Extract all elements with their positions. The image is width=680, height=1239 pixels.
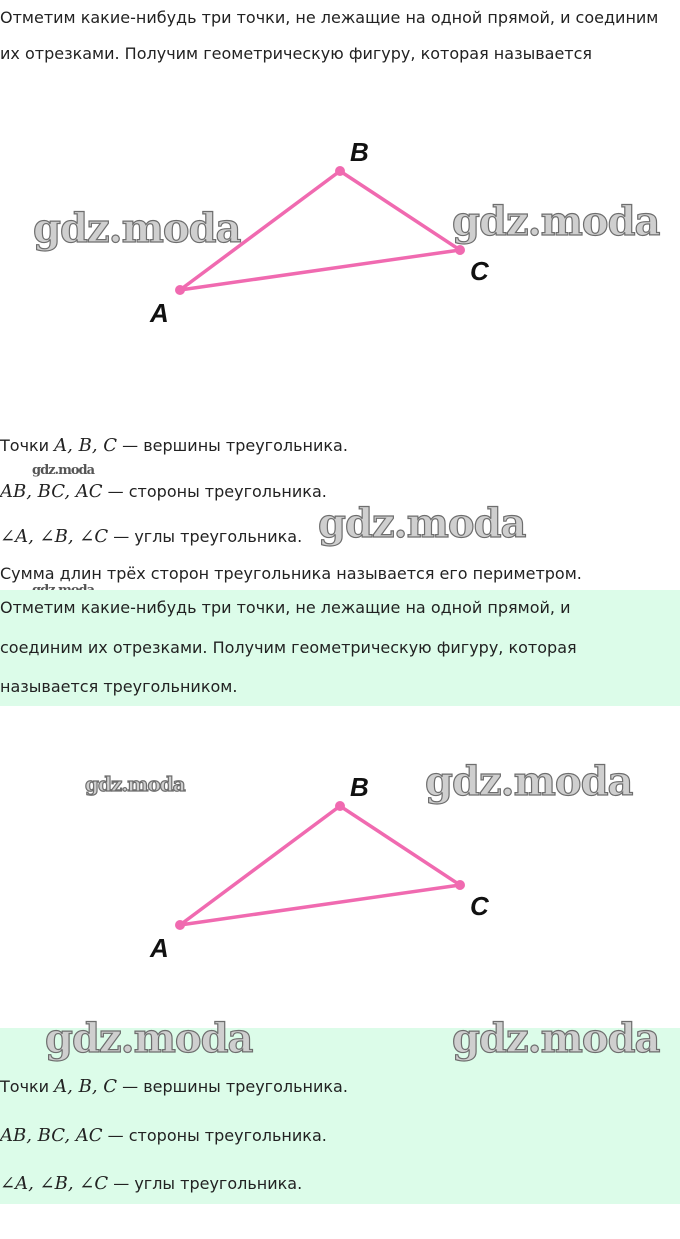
vertices-suffix: — вершины треугольника.	[117, 436, 348, 455]
intro-text-line-1: Отметим какие-нибудь три точки, не лежащие на одной прямой, и соединим	[0, 8, 659, 27]
angles-math: ∠A, ∠B, ∠C	[0, 526, 109, 547]
watermark: gdz.moda	[452, 198, 660, 245]
sides-line	[0, 1126, 327, 1146]
watermark: gdz.moda	[45, 1015, 253, 1062]
vertices-prefix: Точки	[0, 436, 55, 455]
sides-suffix: — стороны треугольника.	[102, 482, 327, 501]
vertex-c-dot	[455, 245, 465, 255]
vertex-c-label: C	[470, 891, 489, 921]
sides-line	[0, 482, 327, 502]
sides-math: AB, BC, AC	[0, 481, 103, 502]
vertices-suffix: — вершины треугольника.	[117, 1077, 348, 1096]
vertices-line	[0, 436, 348, 456]
vertex-a-label: A	[150, 298, 169, 328]
angles-line	[0, 1174, 302, 1194]
angles-suffix: — углы треугольника.	[108, 1174, 303, 1193]
answer-text-line-1: Отметим какие-нибудь три точки, не лежащие на одной прямой, и	[0, 598, 571, 617]
sides-math: AB, BC, AC	[0, 1125, 103, 1146]
vertex-b-label: B	[350, 137, 369, 167]
answer-text-line-2: соединим их отрезками. Получим геометрическую фигуру, которая	[0, 638, 577, 657]
sides-suffix: — стороны треугольника.	[102, 1126, 327, 1145]
watermark: gdz.moda	[425, 758, 633, 805]
vertices-prefix: Точки	[0, 1077, 55, 1096]
watermark: gdz.moda	[318, 500, 526, 547]
intro-text-line-2: их отрезками. Получим геометрическую фигуру, которая называется	[0, 44, 593, 63]
angles-line	[0, 527, 302, 547]
watermark: gdz.moda	[32, 463, 95, 478]
vertices-math: A, B, C	[54, 1076, 118, 1097]
vertex-c-label: C	[470, 256, 489, 286]
vertex-b-dot	[335, 166, 345, 176]
vertex-b-dot	[335, 801, 345, 811]
vertices-line	[0, 1077, 348, 1097]
angles-suffix: — углы треугольника.	[108, 527, 303, 546]
watermark: gdz.moda	[33, 205, 241, 252]
triangle-abc	[180, 806, 460, 925]
angles-math: ∠A, ∠B, ∠C	[0, 1173, 109, 1194]
vertex-a-label: A	[150, 933, 169, 963]
watermark: gdz.moda	[452, 1015, 660, 1062]
answer-text-line-3: называется треугольником.	[0, 677, 238, 696]
vertices-math: A, B, C	[54, 435, 118, 456]
watermark: gdz.moda	[85, 772, 185, 796]
vertex-a-dot	[175, 285, 185, 295]
perimeter-text: Сумма длин трёх сторон треугольника называется его периметром.	[0, 564, 582, 583]
vertex-b-label: B	[350, 772, 369, 802]
vertex-c-dot	[455, 880, 465, 890]
vertex-a-dot	[175, 920, 185, 930]
